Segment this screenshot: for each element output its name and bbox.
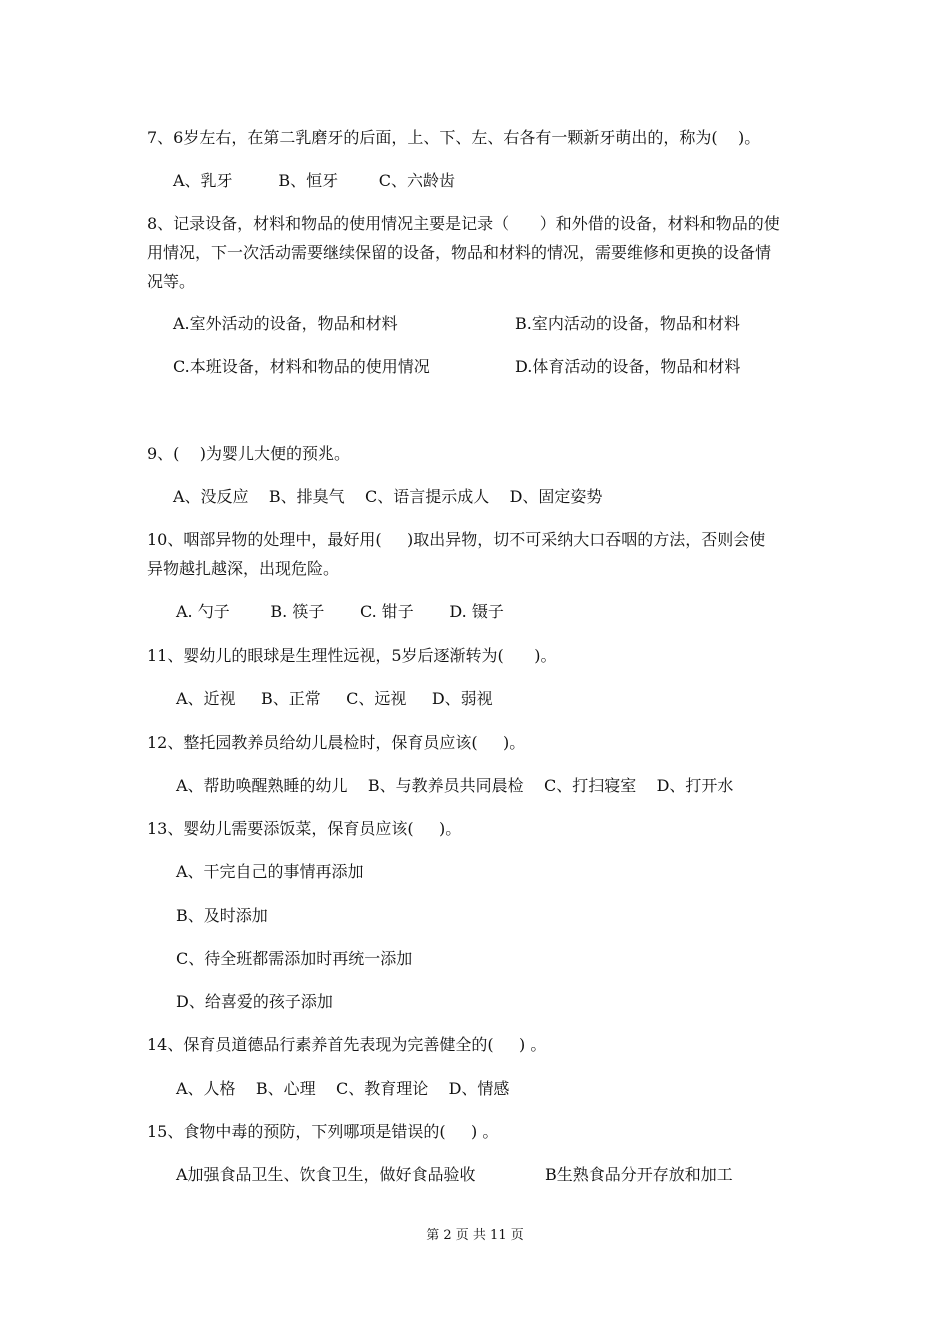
question-13-stem: 13、婴幼儿需要添饭菜，保育员应该( )。 (147, 819, 462, 838)
question-15-option-b: B生熟食品分开存放和加工 (545, 1165, 733, 1184)
question-11-options: A、近视 B、正常 C、远视 D、弱视 (176, 689, 493, 708)
question-13-option-b: B、及时添加 (176, 906, 268, 925)
question-15-option-a: A加强食品卫生、饮食卫生，做好食品验收 (176, 1165, 476, 1184)
question-8-stem-line-3: 况等。 (147, 272, 196, 291)
page-number-footer: 第 2 页 共 11 页 (426, 1228, 524, 1243)
question-8-stem-line-2: 用情况，下一次活动需要继续保留的设备，物品和材料的情况，需要维修和更换的设备情 (147, 243, 772, 262)
question-13-option-d: D、给喜爱的孩子添加 (176, 992, 333, 1011)
question-13-option-c: C、待全班都需添加时再统一添加 (176, 949, 413, 968)
question-8-option-d: D.体育活动的设备，物品和材料 (515, 357, 741, 376)
question-7-stem: 7、6岁左右，在第二乳磨牙的后面，上、下、左、右各有一颗新牙萌出的，称为( )。 (147, 128, 761, 147)
question-15-stem: 15、食物中毒的预防，下列哪项是错误的( ) 。 (147, 1122, 499, 1141)
question-11-stem: 11、婴幼儿的眼球是生理性远视，5岁后逐渐转为( )。 (147, 646, 557, 665)
question-12-options: A、帮助唤醒熟睡的幼儿 B、与教养员共同晨检 C、打扫寝室 D、打开水 (176, 776, 734, 795)
question-8-option-c: C.本班设备，材料和物品的使用情况 (173, 357, 430, 376)
question-13-option-a: A、干完自己的事情再添加 (176, 862, 364, 881)
question-7-options: A、乳牙 B、恒牙 C、六龄齿 (173, 171, 456, 190)
question-8-stem-line-1: 8、记录设备，材料和物品的使用情况主要是记录（ ）和外借的设备，材料和物品的使 (147, 214, 780, 233)
question-10-stem-line-1: 10、咽部异物的处理中，最好用( )取出异物，切不可采纳大口吞咽的方法，否则会使 (147, 530, 766, 549)
question-14-stem: 14、保育员道德品行素养首先表现为完善健全的( ) 。 (147, 1035, 547, 1054)
question-10-options: A. 勺子 B. 筷子 C. 钳子 D. 镊子 (176, 602, 504, 621)
question-14-options: A、人格 B、心理 C、教育理论 D、情感 (176, 1079, 510, 1098)
question-8-option-b: B.室内活动的设备，物品和材料 (515, 314, 740, 333)
question-9-options: A、没反应 B、排臭气 C、语言提示成人 D、固定姿势 (173, 487, 603, 506)
question-8-option-a: A.室外活动的设备，物品和材料 (173, 314, 398, 333)
question-12-stem: 12、整托园教养员给幼儿晨检时，保育员应该( )。 (147, 733, 526, 752)
question-10-stem-line-2: 异物越扎越深，出现危险。 (147, 559, 340, 578)
question-9-stem: 9、( )为婴儿大便的预兆。 (147, 444, 351, 463)
